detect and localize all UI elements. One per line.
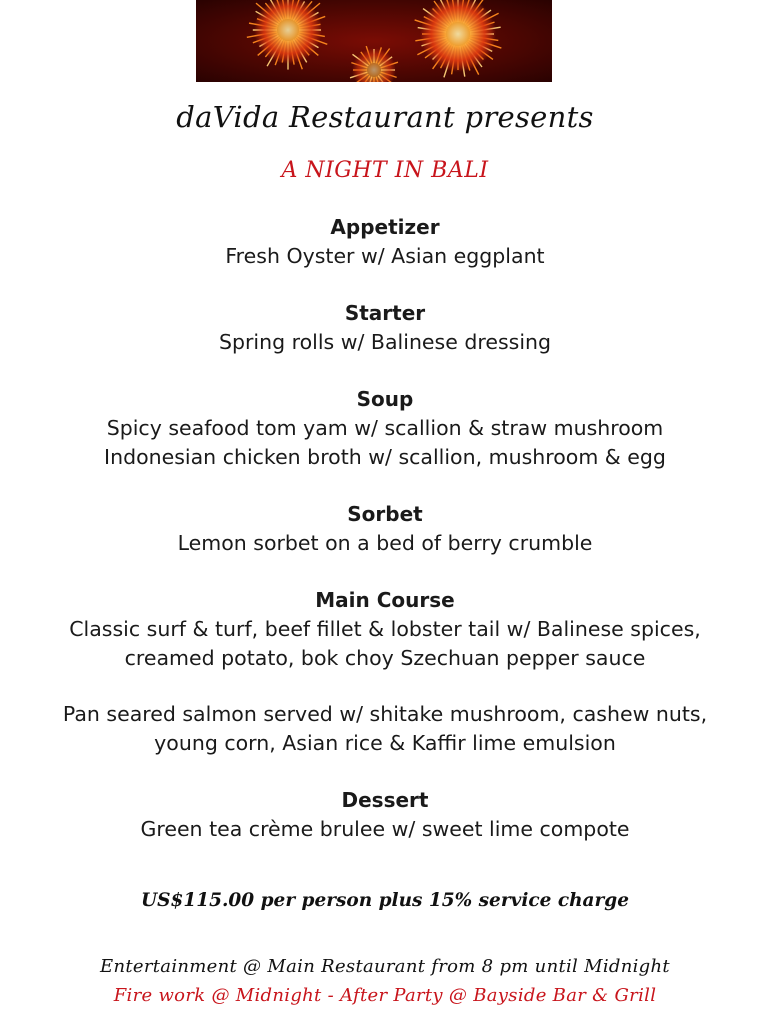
dish-line: Classic surf & turf, beef fillet & lobster tail w/ Balinese spices,	[69, 617, 701, 641]
dish-line: Indonesian chicken broth w/ scallion, mushroom & egg	[104, 445, 666, 469]
dish-line: creamed potato, bok choy Szechuan pepper sauce	[124, 646, 646, 670]
dish-line: Green tea crème brulee w/ sweet lime compote	[140, 817, 630, 841]
entertainment-note: Entertainment @ Main Restaurant from 8 pm until Midnight	[100, 956, 670, 977]
dish-line: young corn, Asian rice & Kaffir lime emulsion	[154, 731, 616, 755]
menu-section-main-course	[0, 585, 770, 758]
dish-line: Pan seared salmon served w/ shitake mushroom, cashew nuts,	[62, 702, 708, 726]
dish-line: Fresh Oyster w/ Asian eggplant	[225, 244, 545, 268]
menu-section-appetizer	[0, 212, 770, 271]
fireworks-icon	[196, 0, 552, 82]
course-heading: Starter	[344, 301, 426, 325]
price-note: US$115.00 per person plus 15% service charge	[141, 890, 629, 911]
course-heading: Appetizer	[330, 215, 440, 239]
course-heading: Sorbet	[347, 502, 423, 526]
dish-line: Spicy seafood tom yam w/ scallion & straw mushroom	[106, 416, 664, 440]
menu	[0, 212, 770, 871]
dish-line: Lemon sorbet on a bed of berry crumble	[177, 531, 593, 555]
fireworks-note: Fire work @ Midnight - After Party @ Bayside Bar & Grill	[113, 985, 657, 1006]
course-heading: Soup	[356, 387, 414, 411]
course-heading: Main Course	[315, 588, 455, 612]
menu-section-starter	[0, 298, 770, 357]
dish-line: Spring rolls w/ Balinese dressing	[218, 330, 552, 354]
fireworks-banner-image	[196, 0, 552, 82]
course-heading: Dessert	[341, 788, 429, 812]
menu-section-soup	[0, 384, 770, 472]
menu-section-dessert	[0, 785, 770, 844]
event-subtitle: A NIGHT IN BALI	[281, 158, 489, 183]
dish-divider	[0, 673, 770, 700]
menu-section-sorbet	[0, 499, 770, 558]
restaurant-title: daVida Restaurant presents	[176, 100, 594, 134]
